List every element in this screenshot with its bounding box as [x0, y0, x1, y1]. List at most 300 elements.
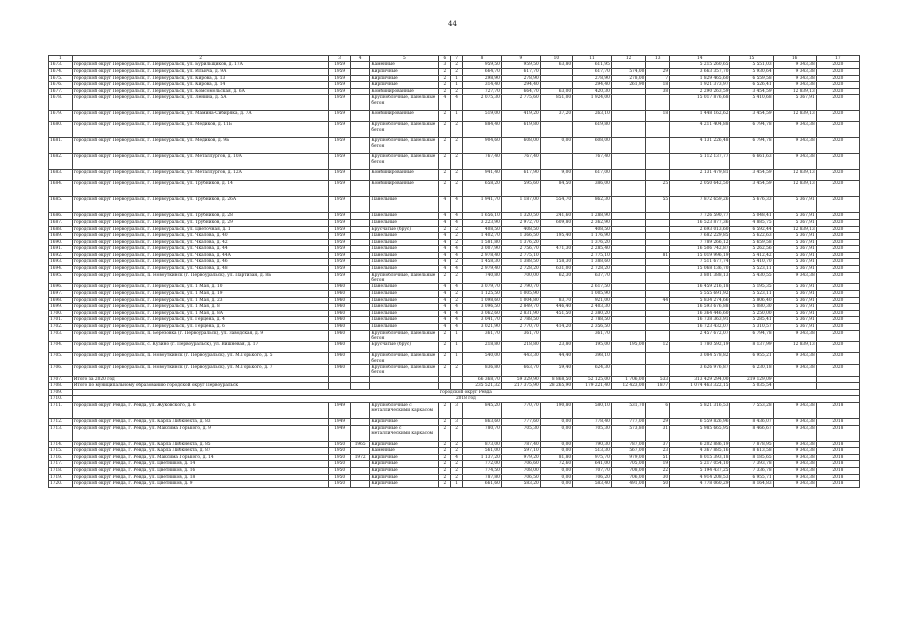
table-cell — [611, 323, 646, 330]
table-row — [49, 342, 860, 353]
table-cell: 1 — [451, 342, 463, 353]
table-cell: 12 839,13 — [773, 88, 816, 95]
table-cell: 218,80 — [501, 342, 540, 353]
table-cell: 179 221,40 — [573, 383, 612, 390]
table-cell: 218,80 — [463, 342, 502, 353]
table-cell: 3 454,59 — [730, 181, 773, 197]
table-cell: 1698. — [49, 297, 73, 304]
table-cell — [350, 252, 369, 259]
table-cell: Панельные — [370, 197, 439, 213]
table-cell: 2 831,90 — [501, 310, 540, 317]
table-cell: 8 466,67 — [730, 425, 773, 441]
table-cell: 3 454,59 — [730, 170, 773, 181]
table-cell: 1685. — [49, 197, 73, 213]
table-cell: 2 728,20 — [573, 266, 612, 273]
table-cell: Кирпичные — [370, 68, 439, 75]
table-cell: 1 780 592,19 — [670, 342, 730, 353]
table-row — [49, 197, 860, 213]
table-cell: 12 839,13 — [773, 170, 816, 181]
table-row — [49, 233, 860, 240]
table-cell: городской округ Первоуральск, г. Первоуральск, ул. Трубников, д. 26А — [72, 197, 329, 213]
table-cell — [611, 266, 646, 273]
table-cell: 740,80 — [463, 272, 502, 284]
table-cell: 904,60 — [463, 138, 502, 154]
table-cell: 4 — [451, 284, 463, 291]
table-cell: 1 004,80 — [501, 297, 540, 304]
table-cell — [350, 272, 369, 284]
table-cell — [350, 364, 369, 376]
table-cell: 2018 — [816, 419, 859, 426]
table-cell: 941,40 — [463, 170, 502, 181]
table-cell: 4 211 404,88 — [670, 122, 730, 138]
table-cell: 1683. — [49, 170, 73, 181]
table-cell: 767,40 — [463, 154, 502, 170]
table-cell: 1 125,50 — [463, 290, 502, 297]
table-row — [49, 481, 860, 488]
column-number: 2 — [72, 56, 329, 62]
table-cell — [350, 297, 369, 304]
table-cell: Итого за 2020 год — [72, 376, 329, 383]
table-cell: 241,60 — [540, 213, 572, 220]
table-cell — [350, 122, 369, 138]
table-cell — [611, 62, 646, 69]
table-cell — [350, 310, 369, 317]
table-cell: 706,60 — [501, 461, 540, 468]
table-cell: 2 — [451, 290, 463, 297]
table-cell: 2020 — [816, 304, 859, 311]
table-cell: 9 343,38 — [773, 474, 816, 481]
table-cell: 5 080,30 — [730, 304, 773, 311]
table-cell: Комбинированные — [370, 181, 439, 197]
table-cell: 6 794,78 — [730, 330, 773, 342]
table-cell: 1 — [451, 353, 463, 365]
table-cell: 770,70 — [501, 403, 540, 419]
table-cell: 2 — [439, 461, 451, 468]
table-cell — [646, 323, 670, 330]
table-cell: 2 775,10 — [573, 252, 612, 259]
table-cell: 2018 — [816, 425, 859, 441]
table-cell: 1708. — [49, 383, 73, 390]
table-cell: Панельные — [370, 310, 439, 317]
table-cell: 2 — [451, 448, 463, 455]
table-cell: 12 839,13 — [773, 181, 816, 197]
table-cell: 2 — [439, 342, 451, 353]
table-cell: 8 436,07 — [730, 419, 773, 426]
table-cell: 3 223,90 — [463, 219, 502, 226]
table-cell: 700,00 — [501, 272, 540, 284]
table-cell: городской округ Первоуральск, г. Первоуральск, ул. Медиков, д. 9Б — [72, 138, 329, 154]
table-cell: 1 581,80 — [463, 239, 502, 246]
table-cell: 30 — [646, 474, 670, 481]
table-cell: 5 622,63 — [730, 233, 773, 240]
table-cell: 9 343,38 — [773, 75, 816, 82]
table-cell: 959,50 — [501, 62, 540, 69]
table-cell: Кирпичные — [370, 441, 439, 448]
table-cell: 1950 — [329, 481, 351, 488]
table-cell: городской округ Ревда, г. Ревда, ул. Карла Либкнехта, д. 85 — [72, 441, 329, 448]
table-cell: 6 794,78 — [730, 138, 773, 154]
table-cell: 7 872 659,26 — [670, 197, 730, 213]
table-cell: 2 — [439, 448, 451, 455]
table-cell: 5 048,41 — [730, 213, 773, 220]
table-cell: 1960 — [329, 304, 351, 311]
table-cell: 15 068 136,70 — [670, 266, 730, 273]
table-cell: 1696. — [49, 284, 73, 291]
table-cell: 6 794,78 — [730, 122, 773, 138]
table-cell: 624,30 — [573, 364, 612, 376]
table-cell: 1 656,10 — [463, 213, 502, 220]
table-cell: 16 523 877,36 — [670, 219, 730, 226]
table-cell: 1950 — [329, 441, 351, 448]
table-cell: Крупноблочные, панельные бетон — [370, 122, 439, 138]
table-cell: городской округ Первоуральск, г. Первоуральск, ул. Трубников, д. 14 — [72, 181, 329, 197]
table-cell: городской округ Первоуральск, г. Первоуральск, ул. Цветочная, д. 1 — [72, 226, 329, 233]
table-cell — [646, 95, 670, 111]
table-cell: 4 — [451, 95, 463, 111]
table-cell: Брусчатые (брус) — [370, 226, 439, 233]
table-cell — [646, 353, 670, 365]
column-number: 4 — [350, 56, 369, 62]
table-row — [49, 310, 860, 317]
table-cell: 12 839,13 — [773, 342, 816, 353]
table-cell — [350, 226, 369, 233]
table-cell: 5 112 137,77 — [670, 154, 730, 170]
table-cell: 443,30 — [501, 353, 540, 365]
table-cell: 4 — [451, 454, 463, 461]
table-cell: 1 921 373,97 — [670, 82, 730, 89]
column-number: 12 — [611, 56, 646, 62]
table-cell: 554,70 — [540, 197, 572, 213]
table-cell: 2020 — [816, 154, 859, 170]
table-cell — [646, 364, 670, 376]
table-cell: 2 849,70 — [501, 304, 540, 311]
table-cell: 1959 — [329, 246, 351, 253]
table-cell: 1 402,70 — [463, 233, 502, 240]
table-cell: Крупноблочные, панельные бетон — [370, 330, 439, 342]
table-cell: 1715. — [49, 448, 73, 455]
table-cell — [611, 272, 646, 284]
table-cell: 1965 — [350, 441, 369, 448]
table-cell: 1695. — [49, 272, 73, 284]
table-cell — [611, 138, 646, 154]
table-cell: 9 343,38 — [773, 82, 816, 89]
table-cell: 1960 — [329, 342, 351, 353]
column-number: 16 — [773, 56, 816, 62]
table-cell: 29 — [646, 68, 670, 75]
table-cell: 298,90 — [463, 75, 502, 82]
table-cell: городской округ Первоуральск, г. Первоуральск, ул. Ленина, д. 5А — [72, 95, 329, 111]
table-cell: 5 367,91 — [773, 310, 816, 317]
table-cell: 2 — [451, 297, 463, 304]
table-cell: 774,50 — [463, 468, 502, 475]
table-cell: 2 979,40 — [463, 266, 502, 273]
table-cell: городской округ Первоуральск, г. Первоуральск, ул. Чкалова, д. 44 — [72, 246, 329, 253]
table-cell: 4 — [451, 304, 463, 311]
table-cell: 1676. — [49, 82, 73, 89]
table-cell: 1688. — [49, 226, 73, 233]
table-cell: 195,40 — [540, 233, 572, 240]
table-row — [49, 266, 860, 273]
table-cell: 778,40 — [573, 419, 612, 426]
table-cell — [646, 226, 670, 233]
table-cell: 408,50 — [501, 226, 540, 233]
table-cell: 2 — [451, 425, 463, 441]
table-cell: 1959 — [329, 239, 351, 246]
table-cell: 408,50 — [573, 226, 612, 233]
table-cell — [646, 310, 670, 317]
table-cell: 2 290 263,59 — [670, 88, 730, 95]
table-cell: городской округ Первоуральск, п. Новоуткинск (г. Первоуральск), ул. М.Горького, д. 7 — [72, 364, 329, 376]
table-cell: 4 — [439, 239, 451, 246]
table-cell: 1 — [451, 111, 463, 122]
table-cell: 6 661,63 — [730, 154, 773, 170]
table-cell: 5 285,41 — [730, 317, 773, 324]
table-cell: 2018 — [816, 441, 859, 448]
table-cell: 7 553,28 — [730, 403, 773, 419]
table-cell: 2020 — [816, 75, 859, 82]
table-cell: городской округ Первоуральск, г. Первоуральск, ул. Кирова, д. 14 — [72, 82, 329, 89]
table-cell: городской округ Первоуральск, г. Первоуральск, ул. Ильича, д. 9А — [72, 68, 329, 75]
table-cell: 2 — [451, 272, 463, 284]
table-cell: 1959 — [329, 154, 351, 170]
table-cell: 1711. — [49, 403, 73, 419]
table-cell: 1718. — [49, 468, 73, 475]
table-cell: 2 — [451, 468, 463, 475]
table-cell: 9 343,38 — [773, 454, 816, 461]
table-cell: 2 788,50 — [501, 317, 540, 324]
table-cell: 2 — [451, 441, 463, 448]
table-cell: 8 137,99 — [730, 342, 773, 353]
table-cell: городской округ Первоуральск, п. Новоуткинск (г. Первоуральск), ул. М.Горького, д. 5 — [72, 353, 329, 365]
table-cell: 1959 — [329, 266, 351, 273]
table-cell: 451,50 — [540, 310, 572, 317]
table-cell: городской округ Первоуральск, п. Новоуткинск (г. Первоуральск), ул. Партизан, д. 8Б — [72, 272, 329, 284]
table-cell: городской округ Первоуральск, г. Первоуральск, ул. Трубников, д. 28 — [72, 213, 329, 220]
table-cell — [646, 154, 670, 170]
table-cell: 0,00 — [540, 419, 572, 426]
table-cell: 2 — [439, 425, 451, 441]
table-cell: 1960 — [329, 297, 351, 304]
table-cell: 705,00 — [611, 461, 646, 468]
table-cell: 862,30 — [573, 197, 612, 213]
table-cell: городской округ Ревда, г. Ревда, ул. Максима Горького, д. 9 — [72, 425, 329, 441]
table-cell — [370, 376, 439, 383]
table-cell: 1 320,50 — [501, 213, 540, 220]
table-cell: 777,60 — [501, 419, 540, 426]
table-cell: 7 789 266,12 — [670, 239, 730, 246]
table-cell — [540, 154, 572, 170]
table-row — [49, 213, 860, 220]
table-cell: 519,00 — [463, 111, 502, 122]
table-cell — [350, 138, 369, 154]
table-cell: 83,70 — [540, 297, 572, 304]
table-cell — [350, 219, 369, 226]
table-cell: 3 084 578,82 — [670, 353, 730, 365]
table-cell: Панельные — [370, 233, 439, 240]
table-cell: 921,00 — [573, 297, 612, 304]
table-cell: 5 367,91 — [773, 239, 816, 246]
table-row — [49, 383, 860, 390]
table-cell: городской округ Первоуральск, г. Первоуральск, ул. Бурильщиков, д. 17А — [72, 62, 329, 69]
table-cell: 6 — [646, 403, 670, 419]
table-row — [49, 138, 860, 154]
table-cell: Комбинированные — [370, 88, 439, 95]
table-cell: 2018 — [816, 454, 859, 461]
table-cell: 641,00 — [573, 461, 612, 468]
table-cell: 2 — [439, 138, 451, 154]
table-cell: 1 074 463 322,15 — [670, 383, 730, 390]
table-cell: 884,40 — [463, 122, 502, 138]
table-cell — [816, 383, 859, 390]
table-cell: 5 659,58 — [730, 239, 773, 246]
table-cell: 863,60 — [463, 419, 502, 426]
table-cell — [540, 252, 572, 259]
table-cell: городской округ Ревда, г. Ревда, ул. Максима Горького, д. 14 — [72, 454, 329, 461]
table-cell — [646, 219, 670, 226]
table-cell: 2018 — [816, 448, 859, 455]
table-cell: 580,10 — [573, 403, 612, 419]
table-cell: 1960 — [329, 364, 351, 376]
table-cell: Крупноблочные, панельные бетон — [370, 353, 439, 365]
table-cell: 2 285,40 — [573, 246, 612, 253]
table-row — [49, 323, 860, 330]
table-cell: 0,00 — [540, 474, 572, 481]
table-cell: 2018 — [816, 468, 859, 475]
table-cell: 2020 — [816, 266, 859, 273]
table-cell — [773, 376, 816, 383]
table-cell — [646, 266, 670, 273]
table-cell: городской округ Ревда, г. Ревда, ул. Цветников, д. 14 — [72, 461, 329, 468]
table-cell: 491,00 — [611, 481, 646, 488]
table-cell: 1 941,70 — [463, 197, 502, 213]
table-cell: 190,80 — [540, 403, 572, 419]
column-number: 5 — [370, 56, 439, 62]
table-cell: 6 955,21 — [730, 353, 773, 365]
table-row — [49, 353, 860, 365]
table-cell: Панельные — [370, 246, 439, 253]
table-cell: 5 262,56 — [730, 246, 773, 253]
table-cell: 4 — [439, 219, 451, 226]
table-cell: Кирпичные — [370, 468, 439, 475]
table-row — [49, 468, 860, 475]
table-cell: 18 — [646, 82, 670, 89]
table-cell: городской округ Первоуральск, г. Первоуральск, ул. Герцена, д. 6 — [72, 323, 329, 330]
table-cell: городской округ Первоуральск, г. Первоуральск, ул. Чкалова, д. 44А — [72, 252, 329, 259]
table-cell: 5 194 437,25 — [670, 468, 730, 475]
table-cell: 195,00 — [611, 342, 646, 353]
table-cell: 1716. — [49, 454, 73, 461]
table-cell — [646, 122, 670, 138]
table-cell: 4 — [439, 284, 451, 291]
table-cell: 3 079,70 — [463, 284, 502, 291]
table-cell: 278,90 — [501, 75, 540, 82]
table-cell: 5 367,91 — [773, 252, 816, 259]
table-cell: 8 185,65 — [730, 454, 773, 461]
table-cell: Кирпичные — [370, 481, 439, 488]
table-cell: 1959 — [329, 88, 351, 95]
table-cell: 4 — [439, 290, 451, 297]
table-cell: 845,20 — [463, 403, 502, 419]
table-cell: 1691. — [49, 246, 73, 253]
table-row — [49, 441, 860, 448]
table-cell: 2 — [439, 481, 451, 488]
table-cell: 3 — [451, 403, 463, 419]
table-cell: 7 726 590,77 — [670, 213, 730, 220]
table-cell: 1 — [451, 481, 463, 488]
table-cell: 767,40 — [573, 154, 612, 170]
table-cell: городской округ Первоуральск, г. Первоуральск, ул. Металлургов, д. 12А — [72, 170, 329, 181]
table-cell: 63,80 — [540, 62, 572, 69]
table-cell: Каменные — [370, 62, 439, 69]
table-cell: 313 429 294,00 — [670, 376, 730, 383]
table-cell: 9 343,38 — [773, 68, 816, 75]
table-cell: 5 555 691,92 — [670, 290, 730, 297]
table-cell: 5 410,70 — [730, 259, 773, 266]
table-cell: городской округ Первоуральск, г. Первоуральск, ул. Герцена, д. 4 — [72, 317, 329, 324]
table-cell: городской округ Первоуральск, г. Первоуральск, ул. Чкалова, д. 48 — [72, 266, 329, 273]
table-cell: 4 — [439, 259, 451, 266]
table-cell: 708,00 — [501, 468, 540, 475]
table-cell: 59 329,90 — [501, 376, 540, 383]
table-cell — [350, 468, 369, 475]
table-cell — [611, 297, 646, 304]
table-cell: 38 — [646, 88, 670, 95]
table-cell: 1704. — [49, 342, 73, 353]
table-cell: 4 131 226,48 — [670, 138, 730, 154]
table-cell: 658,20 — [463, 181, 502, 197]
table-cell: 595,60 — [501, 181, 540, 197]
table-cell: 2 — [439, 170, 451, 181]
table-cell: 7 336,78 — [730, 468, 773, 475]
table-cell — [611, 290, 646, 297]
table-cell — [350, 323, 369, 330]
table-cell: 15 019 996,19 — [670, 252, 730, 259]
table-cell — [646, 272, 670, 284]
table-cell: 1959 — [329, 226, 351, 233]
table-cell: 44 — [646, 297, 670, 304]
table-cell: 419,20 — [501, 111, 540, 122]
table-cell: Панельные — [370, 219, 439, 226]
table-cell: 790,30 — [573, 441, 612, 448]
table-cell: 631,00 — [540, 266, 572, 273]
table-cell: 540,00 — [463, 353, 502, 365]
table-cell: 1693. — [49, 259, 73, 266]
table-cell: 1697. — [49, 290, 73, 297]
table-cell: 608,00 — [501, 138, 540, 154]
table-cell: Итого по муниципальному образованию городской округ Первоуральск — [72, 383, 329, 390]
table-cell: 2 — [451, 170, 463, 181]
table-cell: 727,70 — [463, 88, 502, 95]
table-cell — [350, 304, 369, 311]
table-cell: 851,00 — [540, 95, 572, 111]
column-number: 9 — [501, 56, 540, 62]
table-cell: 1960 — [329, 323, 351, 330]
table-cell: 1959 — [329, 75, 351, 82]
table-cell: 9,00 — [540, 170, 572, 181]
table-row — [49, 461, 860, 468]
table-cell: 4 — [439, 213, 451, 220]
table-cell: 51 — [646, 454, 670, 461]
table-cell: 29 — [646, 419, 670, 426]
table-cell: 0,00 — [540, 441, 572, 448]
table-cell: 2020 — [816, 342, 859, 353]
table-cell: 5 367,91 — [773, 219, 816, 226]
table-cell: 611,95 — [573, 62, 612, 69]
table-cell — [350, 461, 369, 468]
table-cell: Каменные — [370, 448, 439, 455]
table-cell — [350, 383, 369, 390]
municipality-heading-row — [49, 389, 860, 396]
